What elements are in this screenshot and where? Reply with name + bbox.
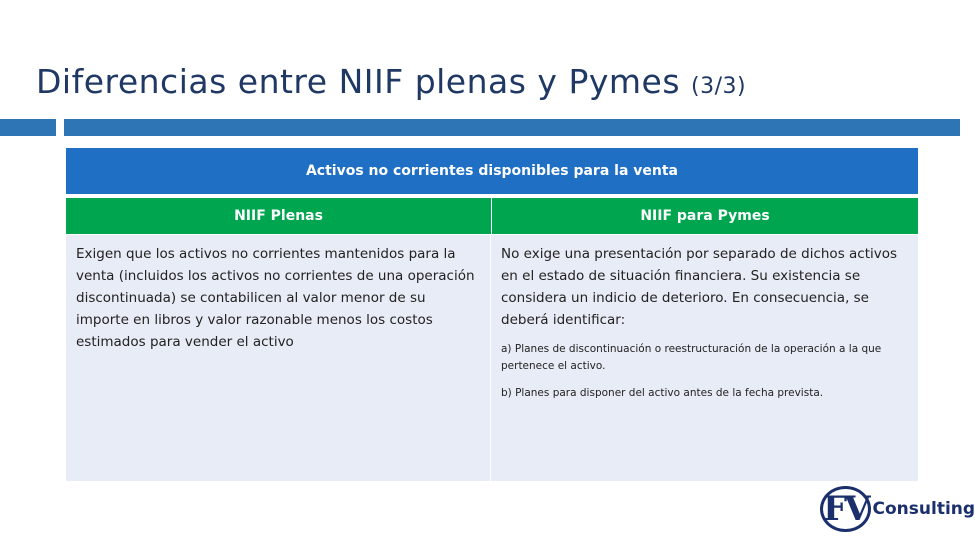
logo-mark: FV <box>820 486 871 532</box>
title-main: Diferencias entre NIIF plenas y Pymes <box>36 62 681 101</box>
cell-niif-plenas-text: Exigen que los activos no corrientes mantenidos para la venta (incluidos los activos no corrientes de una operación discontinuada) se contabilicen al valor menor de su importe en libros y valor razonable menos los costos estimados para vender el activo <box>76 246 475 350</box>
col-header-niif-plenas: NIIF Plenas <box>66 198 492 234</box>
company-logo <box>820 484 975 534</box>
table-header: Activos no corrientes disponibles para la venta <box>66 148 918 194</box>
list-item-b: b) Planes para disponer del activo antes de la fecha prevista. <box>501 387 824 399</box>
accent-bar-right <box>64 119 960 136</box>
comparison-table <box>66 148 918 481</box>
cell-niif-pymes <box>491 235 917 481</box>
logo-wordmark: Consulting <box>872 499 975 519</box>
col-header-niif-pymes: NIIF para Pymes <box>492 198 918 234</box>
page-title <box>36 62 746 101</box>
list-item-a: a) Planes de discontinuación o reestructuración de la operación a la que pertenece el activo. <box>501 343 882 372</box>
accent-bar-left <box>0 119 56 136</box>
title-suffix: (3/3) <box>691 74 747 99</box>
table-row <box>66 234 918 481</box>
cell-niif-plenas <box>66 235 491 481</box>
cell-niif-pymes-text: No exige una presentación por separado de dichos activos en el estado de situación financiera. Su existencia se considera un indicio de deterioro. En consecuencia, se deberá identificar: <box>501 246 898 328</box>
table-subheader-row <box>66 198 918 234</box>
